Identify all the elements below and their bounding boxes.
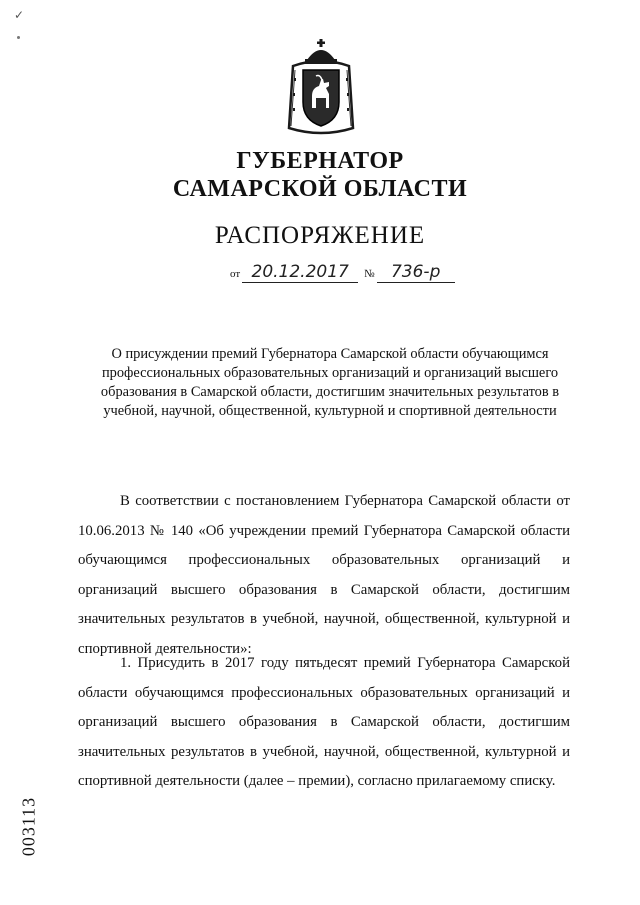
handwritten-number: 736-р [377, 262, 455, 283]
coat-of-arms-emblem [285, 38, 357, 138]
document-type: РАСПОРЯЖЕНИЕ [214, 222, 426, 249]
body-paragraph-1-text: В соответствии с постановлением Губернатора Самарской области от 10.06.2013 № 140 «Об учреждении премий Губернатора Самарской области обучающимся профессиональных образовательных организаций и организаций высшего образования в Самарской области, достигшим значительных результатов в учебной, научной, общественной, культурной и спортивной деятельности»: [78, 493, 570, 657]
body-paragraph-2 [78, 649, 570, 797]
margin-registration-code: 003113 [18, 796, 39, 857]
scan-dot [17, 36, 20, 39]
handwritten-date: 20.12.2017 [242, 262, 358, 283]
issuer-title-line1: ГУБЕРНАТОР [236, 148, 404, 174]
body-paragraph-2-text: 1. Присудить в 2017 году пятьдесят премий Губернатора Самарской области обучающимся профессиональных образовательных организаций и организаций высшего образования в Самарской области, достигшим значительных результатов в учебной, научной, общественной, культурной и спортивной деятельности (далее – премии), согласно прилагаемому списку. [78, 655, 570, 790]
document-subject: О присуждении премий Губернатора Самарской области обучающимся профессиональных образовательных организаций и организаций высшего образования в Самарской области, достигшим значительных результатов в учебной, научной, общественной, культурной и спортивной деятельности [100, 346, 560, 419]
date-number-line [230, 262, 455, 283]
scan-check-mark: ✓ [14, 8, 25, 22]
issuer-title-line2: САМАРСКОЙ ОБЛАСТИ [172, 176, 468, 202]
date-prefix: от [230, 268, 241, 280]
body-paragraph-1 [78, 487, 570, 665]
number-prefix: № [364, 268, 375, 280]
